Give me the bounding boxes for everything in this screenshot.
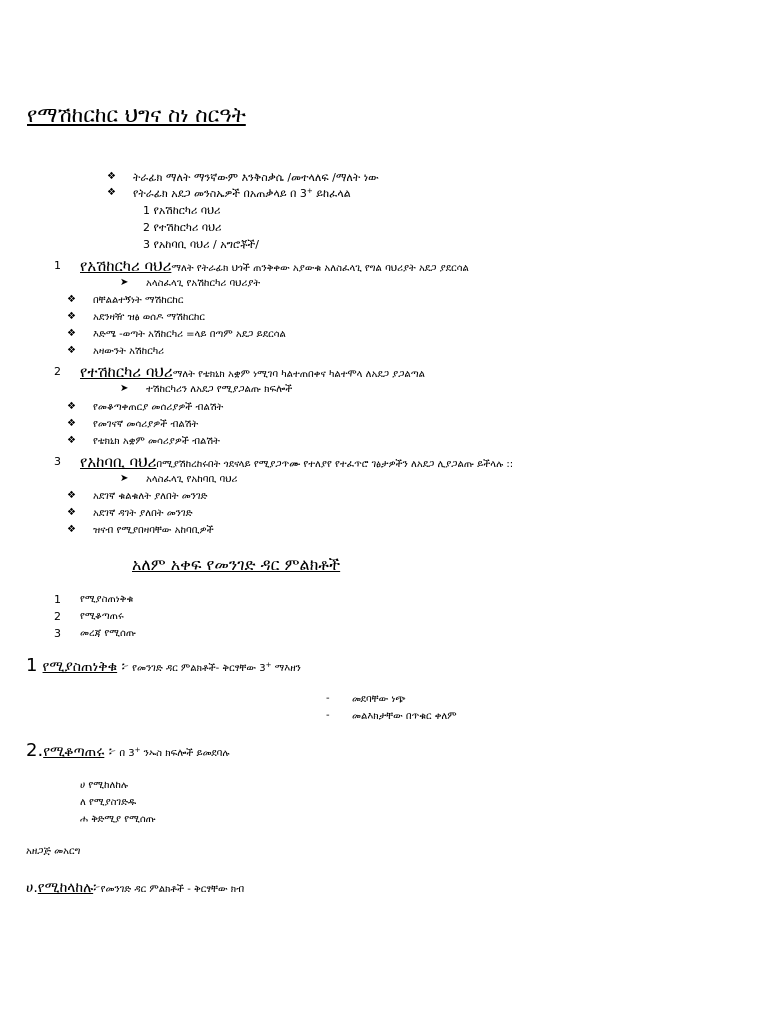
section-3-arrow-text: አላስፈላጊ የአከባቢ ባህሪ [146,474,238,485]
list-number: 2 [54,610,61,623]
dash-bullet: - [326,710,330,721]
section-2-item: የቴክኒክ አቋም መሳሪያዎች ብልሽት [93,436,220,447]
section-3-text: በሚያሽከረከሩበት ጎደናላይ የሚያጋጥሙ የተለያየ የተፈጥሮ ገፅታዎችን ለአደጋ ሊያጋልጡ ይችላሉ :: [156,459,514,470]
section-2-text: ማለት የቴክኒክ አቋም ነሚገባ ካልተጠበቀና ካልተሞላ ለአደጋ ያጋልጣል [172,369,425,380]
diamond-bullet-icon: ❖ [67,435,76,446]
diamond-bullet-icon: ❖ [67,328,76,339]
section-1-line [80,258,469,274]
diamond-bullet-icon: ❖ [107,187,116,198]
note-text: አዘጋጅ መአርግ [26,846,81,857]
diamond-bullet-icon: ❖ [67,311,76,322]
block-2-line: 2.የሚቆጣጠሩ ፦ በ 3+ ንኡስ ክፍሎች ይመደባሉ [26,740,230,761]
arrow-bullet-icon: ➤ [120,277,129,288]
arrow-bullet-icon: ➤ [120,383,129,394]
section-3-item: አደገኛ ዳገት ያለበት መንገድ [93,508,193,519]
list-item: የሚቆጣጠሩ [80,611,124,622]
block-1-heading: የሚያስጠነቅቁ [42,659,118,675]
block-1-line: 1 የሚያስጠነቅቁ ፦ የመንገድ ዳር ምልክቶች- ቅርፃቸው 3+ ማእዘን [26,655,301,676]
block-2-heading: የሚቆጣጠሩ [43,744,105,760]
section-3-item: አደገኛ ቁልቁለት ያለበት መንገድ [93,491,208,502]
section-2-number: 2 [54,365,61,378]
intro-sub-2: 2 የተሽከርካሪ ባህሪ [143,221,222,234]
section-1-item: አደንዛዥ ዝፅ ወሰዶ ማሽከርከር [93,312,205,323]
dash-bullet: - [326,693,330,704]
list-number: 3 [54,627,61,640]
diamond-bullet-icon: ❖ [67,524,76,535]
diamond-bullet-icon: ❖ [107,171,116,182]
section-2-line [80,364,425,380]
section-2-item: የመገናኛ መሳሪያዎች ብልሽት [93,419,199,430]
section-2-arrow-text: ተሽከርካሪን ለአደጋ የሚያጋልጡ ክፍሎች [146,384,293,395]
block-2-item: ሀ የሚከለከሉ [80,780,129,791]
arrow-bullet-icon: ➤ [120,473,129,484]
block-3-line: ሀ.የሚከላከሉ፦የመንገድ ዳር ምልክቶች - ቅርፃቸው ክብ [26,880,245,896]
page-title: የማሽከርከር ህግና ስነ ስርዓት [27,103,246,127]
list-item: የሚያስጠነቅቁ [80,594,134,605]
diamond-bullet-icon: ❖ [67,490,76,501]
section-1-heading: የአሽከርካሪ ባህሪ [80,257,172,275]
section-1-item: እድሜ -ወጣት አሽከርካሪ =ላይ በጣም አደጋ ይደርሳል [93,329,286,340]
list-item: መረጃ የሚሰጡ [80,628,136,639]
section-2-item: የመቆጣቀጠርያ መሰሪያዎች ብልሽት [93,402,224,413]
intro-sub-3: 3 የአከባቢ ባህሪ / አግሮቾች/ [143,238,260,251]
diamond-bullet-icon: ❖ [67,401,76,412]
diamond-bullet-icon: ❖ [67,294,76,305]
block-1-dash-text: መደባቸው ነጭ [352,694,406,705]
block-1-dash-text: መልእክታቸው በጥቁር ቀለም [352,711,457,722]
diamond-bullet-icon: ❖ [67,507,76,518]
block-3-heading: የሚከላከሉ [37,880,94,896]
section-1-number: 1 [54,259,61,272]
list-number: 1 [54,593,61,606]
section-1-item: አዛውንት አሽከርካሪ [93,346,165,357]
section-3-line [80,454,513,470]
section-3-number: 3 [54,455,61,468]
diamond-bullet-icon: ❖ [67,345,76,356]
section-3-heading: የአከባቢ ባህሪ [80,453,157,471]
diamond-bullet-icon: ❖ [67,418,76,429]
block-2-item: ሐ ቅድሚያ የሚሰጡ [80,814,156,825]
block-2-item: ለ የሚያስገድዱ [80,797,137,808]
intro-bullet-1: ትራፊክ ማለት ማንኛውም እንቅስቃሴ /መተላለፍ /ማለት ነው [133,171,379,184]
subtitle: አለም አቀፍ የመንገድ ዳር ምልክቶች [132,555,341,574]
section-2-heading: የተሽከርካሪ ባህሪ [80,363,173,381]
intro-bullet-2: የትራፊክ አደጋ መንስኤዎች በአጠቃላይ በ 3+ ይከፈላል [133,187,351,200]
section-3-item: ዝናብ የሚያበዛባቸው አከባቢዎች [93,525,214,536]
section-1-item: በቸልልተኝነት ማሽከርከር [93,295,184,306]
section-1-text: ማለት የትራፊክ ህጎች ጠንቅቀው አያውቁ አለስፈላጊ የግል ባህሪያት አደጋ ያደርሳል [171,263,469,274]
intro-sub-1: 1 የአሽከርካሪ ባህሪ [143,204,221,217]
section-1-arrow-text: አላስፈላጊ የአሽከርካሪ ባህሪያት [146,278,261,289]
